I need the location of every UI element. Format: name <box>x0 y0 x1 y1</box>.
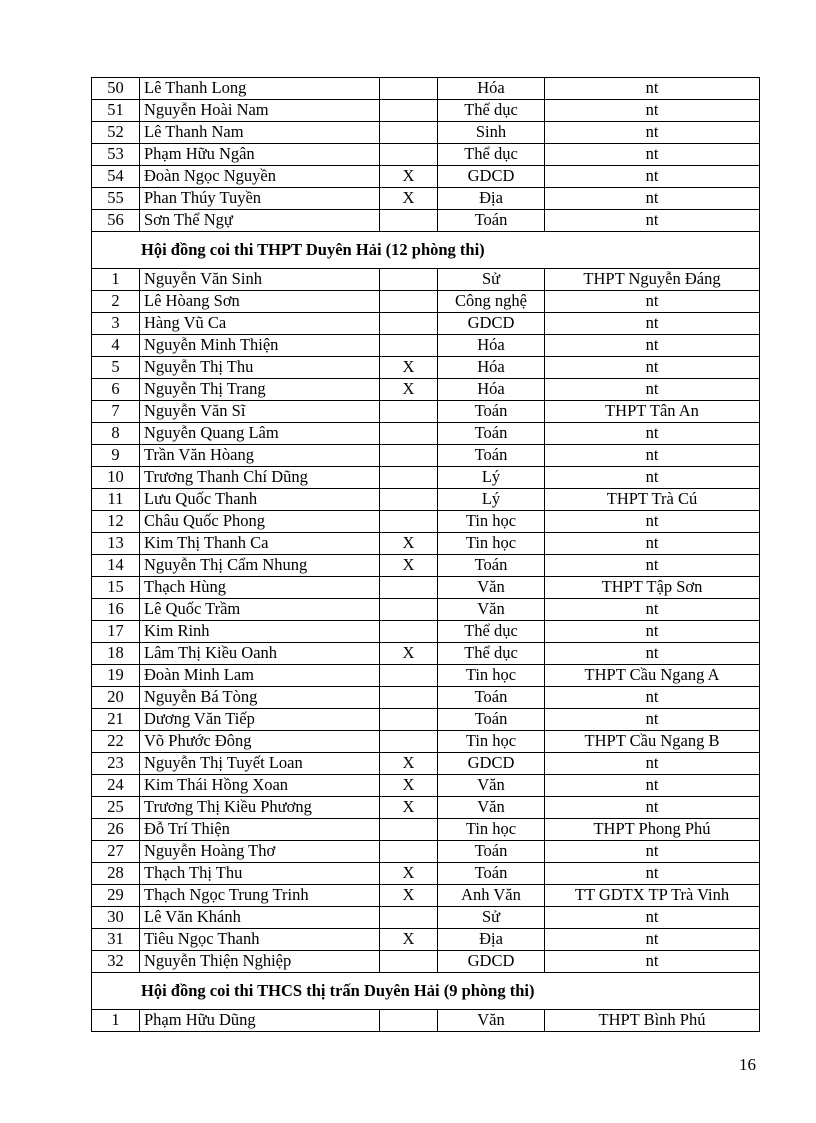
staff-assignment-table <box>91 77 760 1032</box>
row-number-cell: 6 <box>92 379 140 401</box>
mark-cell <box>380 599 438 621</box>
table-row <box>92 951 760 973</box>
subject-cell: Toán <box>438 555 545 577</box>
table-row <box>92 166 760 188</box>
table-row <box>92 313 760 335</box>
table-row <box>92 122 760 144</box>
row-number-cell: 32 <box>92 951 140 973</box>
row-number-cell: 31 <box>92 929 140 951</box>
mark-cell <box>380 467 438 489</box>
row-number-cell: 12 <box>92 511 140 533</box>
school-unit-cell: THPT Trà Cú <box>545 489 760 511</box>
subject-cell: Toán <box>438 841 545 863</box>
table-row <box>92 210 760 232</box>
subject-cell: Hóa <box>438 335 545 357</box>
table-row <box>92 335 760 357</box>
teacher-name-cell: Kim Rinh <box>140 621 380 643</box>
table-row <box>92 819 760 841</box>
teacher-name-cell: Đoàn Minh Lam <box>140 665 380 687</box>
teacher-name-cell: Thạch Hùng <box>140 577 380 599</box>
table-row <box>92 291 760 313</box>
row-number-cell: 9 <box>92 445 140 467</box>
school-unit-cell: THPT Phong Phú <box>545 819 760 841</box>
mark-cell: X <box>380 379 438 401</box>
teacher-name-cell: Dương Văn Tiếp <box>140 709 380 731</box>
teacher-name-cell: Nguyễn Thị Thu <box>140 357 380 379</box>
mark-cell: X <box>380 797 438 819</box>
school-unit-cell: THPT Cầu Ngang B <box>545 731 760 753</box>
school-unit-cell: THPT Nguyễn Đáng <box>545 269 760 291</box>
school-unit-cell: nt <box>545 78 760 100</box>
row-number-cell: 3 <box>92 313 140 335</box>
school-unit-cell: TT GDTX TP Trà Vinh <box>545 885 760 907</box>
subject-cell: GDCD <box>438 753 545 775</box>
subject-cell: Thể dục <box>438 621 545 643</box>
table-row <box>92 621 760 643</box>
mark-cell <box>380 100 438 122</box>
mark-cell: X <box>380 555 438 577</box>
subject-cell: Toán <box>438 210 545 232</box>
school-unit-cell: nt <box>545 533 760 555</box>
mark-cell <box>380 951 438 973</box>
row-number-cell: 11 <box>92 489 140 511</box>
table-row <box>92 643 760 665</box>
school-unit-cell: nt <box>545 144 760 166</box>
row-number-cell: 22 <box>92 731 140 753</box>
school-unit-cell: nt <box>545 841 760 863</box>
row-number-cell: 20 <box>92 687 140 709</box>
table-row <box>92 797 760 819</box>
mark-cell <box>380 511 438 533</box>
mark-cell <box>380 1010 438 1032</box>
teacher-name-cell: Lê Hòang Sơn <box>140 291 380 313</box>
school-unit-cell: nt <box>545 797 760 819</box>
subject-cell: Toán <box>438 709 545 731</box>
mark-cell <box>380 78 438 100</box>
subject-cell: Địa <box>438 929 545 951</box>
table-row <box>92 863 760 885</box>
school-unit-cell: THPT Bình Phú <box>545 1010 760 1032</box>
table-row <box>92 423 760 445</box>
teacher-name-cell: Châu Quốc Phong <box>140 511 380 533</box>
school-unit-cell: nt <box>545 643 760 665</box>
subject-cell: Toán <box>438 445 545 467</box>
row-number-cell: 15 <box>92 577 140 599</box>
row-number-cell: 29 <box>92 885 140 907</box>
teacher-name-cell: Kim Thị Thanh Ca <box>140 533 380 555</box>
school-unit-cell: nt <box>545 709 760 731</box>
mark-cell: X <box>380 188 438 210</box>
subject-cell: Tin học <box>438 665 545 687</box>
table-row <box>92 753 760 775</box>
teacher-name-cell: Tiêu Ngọc Thanh <box>140 929 380 951</box>
mark-cell <box>380 291 438 313</box>
row-number-cell: 10 <box>92 467 140 489</box>
table-row <box>92 709 760 731</box>
row-number-cell: 18 <box>92 643 140 665</box>
table-row <box>92 467 760 489</box>
school-unit-cell: nt <box>545 907 760 929</box>
table-row <box>92 1010 760 1032</box>
subject-cell: Sinh <box>438 122 545 144</box>
teacher-name-cell: Phạm Hữu Dũng <box>140 1010 380 1032</box>
table-row <box>92 269 760 291</box>
mark-cell <box>380 731 438 753</box>
section-heading-row <box>92 973 760 1010</box>
mark-cell <box>380 269 438 291</box>
mark-cell <box>380 401 438 423</box>
table-row <box>92 379 760 401</box>
school-unit-cell: nt <box>545 687 760 709</box>
teacher-name-cell: Thạch Ngọc Trung Trinh <box>140 885 380 907</box>
mark-cell: X <box>380 929 438 951</box>
subject-cell: GDCD <box>438 166 545 188</box>
teacher-name-cell: Lâm Thị Kiều Oanh <box>140 643 380 665</box>
subject-cell: Tin học <box>438 533 545 555</box>
school-unit-cell: nt <box>545 621 760 643</box>
teacher-name-cell: Nguyễn Minh Thiện <box>140 335 380 357</box>
table-row <box>92 100 760 122</box>
subject-cell: Tin học <box>438 731 545 753</box>
mark-cell <box>380 841 438 863</box>
mark-cell <box>380 122 438 144</box>
teacher-name-cell: Nguyễn Thị Trang <box>140 379 380 401</box>
row-number-cell: 50 <box>92 78 140 100</box>
subject-cell: Hóa <box>438 357 545 379</box>
school-unit-cell: nt <box>545 555 760 577</box>
mark-cell <box>380 313 438 335</box>
subject-cell: Thể dục <box>438 144 545 166</box>
teacher-name-cell: Lưu Quốc Thanh <box>140 489 380 511</box>
teacher-name-cell: Nguyễn Văn Sinh <box>140 269 380 291</box>
table-row <box>92 401 760 423</box>
teacher-name-cell: Trần Văn Hòang <box>140 445 380 467</box>
table-row <box>92 775 760 797</box>
table-row <box>92 78 760 100</box>
subject-cell: Anh Văn <box>438 885 545 907</box>
section-heading: Hội đồng coi thi THCS thị trấn Duyên Hải (9 phòng thi) <box>92 973 760 1010</box>
mark-cell <box>380 819 438 841</box>
row-number-cell: 1 <box>92 269 140 291</box>
teacher-name-cell: Hàng Vũ Ca <box>140 313 380 335</box>
row-number-cell: 23 <box>92 753 140 775</box>
row-number-cell: 55 <box>92 188 140 210</box>
teacher-name-cell: Nguyễn Thị Cẩm Nhung <box>140 555 380 577</box>
section-heading-row <box>92 232 760 269</box>
teacher-name-cell: Nguyễn Bá Tòng <box>140 687 380 709</box>
table-body <box>92 78 760 1032</box>
subject-cell: Tin học <box>438 819 545 841</box>
mark-cell: X <box>380 775 438 797</box>
school-unit-cell: nt <box>545 188 760 210</box>
school-unit-cell: nt <box>545 357 760 379</box>
table-row <box>92 665 760 687</box>
teacher-name-cell: Lê Văn Khánh <box>140 907 380 929</box>
subject-cell: Văn <box>438 797 545 819</box>
subject-cell: Văn <box>438 1010 545 1032</box>
mark-cell <box>380 423 438 445</box>
row-number-cell: 51 <box>92 100 140 122</box>
subject-cell: Sử <box>438 907 545 929</box>
mark-cell: X <box>380 357 438 379</box>
row-number-cell: 54 <box>92 166 140 188</box>
table-row <box>92 841 760 863</box>
subject-cell: Thể dục <box>438 100 545 122</box>
row-number-cell: 7 <box>92 401 140 423</box>
school-unit-cell: THPT Cầu Ngang A <box>545 665 760 687</box>
row-number-cell: 26 <box>92 819 140 841</box>
teacher-name-cell: Phan Thúy Tuyền <box>140 188 380 210</box>
table-row <box>92 929 760 951</box>
table-row <box>92 555 760 577</box>
mark-cell <box>380 445 438 467</box>
table-row <box>92 445 760 467</box>
subject-cell: Địa <box>438 188 545 210</box>
teacher-name-cell: Nguyễn Hoàng Thơ <box>140 841 380 863</box>
row-number-cell: 5 <box>92 357 140 379</box>
mark-cell: X <box>380 166 438 188</box>
subject-cell: Hóa <box>438 78 545 100</box>
school-unit-cell: nt <box>545 951 760 973</box>
mark-cell: X <box>380 533 438 555</box>
mark-cell <box>380 621 438 643</box>
teacher-name-cell: Nguyễn Thiện Nghiệp <box>140 951 380 973</box>
mark-cell <box>380 687 438 709</box>
subject-cell: Sử <box>438 269 545 291</box>
teacher-name-cell: Đoàn Ngọc Nguyền <box>140 166 380 188</box>
mark-cell <box>380 709 438 731</box>
row-number-cell: 56 <box>92 210 140 232</box>
school-unit-cell: nt <box>545 511 760 533</box>
table-row <box>92 731 760 753</box>
teacher-name-cell: Sơn Thể Ngự <box>140 210 380 232</box>
subject-cell: Tin học <box>438 511 545 533</box>
teacher-name-cell: Thạch Thị Thu <box>140 863 380 885</box>
row-number-cell: 30 <box>92 907 140 929</box>
teacher-name-cell: Phạm Hữu Ngân <box>140 144 380 166</box>
row-number-cell: 16 <box>92 599 140 621</box>
school-unit-cell: nt <box>545 379 760 401</box>
row-number-cell: 8 <box>92 423 140 445</box>
school-unit-cell: THPT Tân An <box>545 401 760 423</box>
mark-cell <box>380 665 438 687</box>
school-unit-cell: nt <box>545 100 760 122</box>
mark-cell: X <box>380 863 438 885</box>
school-unit-cell: nt <box>545 467 760 489</box>
subject-cell: GDCD <box>438 313 545 335</box>
subject-cell: Thể dục <box>438 643 545 665</box>
school-unit-cell: nt <box>545 753 760 775</box>
subject-cell: Văn <box>438 577 545 599</box>
school-unit-cell: nt <box>545 210 760 232</box>
school-unit-cell: nt <box>545 291 760 313</box>
teacher-name-cell: Nguyễn Hoài Nam <box>140 100 380 122</box>
section-heading: Hội đồng coi thi THPT Duyên Hải (12 phòng thi) <box>92 232 760 269</box>
table-row <box>92 357 760 379</box>
school-unit-cell: nt <box>545 929 760 951</box>
table-row <box>92 533 760 555</box>
teacher-name-cell: Lê Thanh Long <box>140 78 380 100</box>
teacher-name-cell: Lê Thanh Nam <box>140 122 380 144</box>
row-number-cell: 28 <box>92 863 140 885</box>
row-number-cell: 17 <box>92 621 140 643</box>
mark-cell: X <box>380 885 438 907</box>
mark-cell <box>380 489 438 511</box>
row-number-cell: 1 <box>92 1010 140 1032</box>
row-number-cell: 53 <box>92 144 140 166</box>
page-number: 16 <box>739 1055 756 1074</box>
subject-cell: GDCD <box>438 951 545 973</box>
teacher-name-cell: Võ Phước Đông <box>140 731 380 753</box>
school-unit-cell: THPT Tập Sơn <box>545 577 760 599</box>
teacher-name-cell: Kim Thái Hồng Xoan <box>140 775 380 797</box>
subject-cell: Toán <box>438 863 545 885</box>
table-row <box>92 144 760 166</box>
subject-cell: Lý <box>438 467 545 489</box>
row-number-cell: 14 <box>92 555 140 577</box>
table-row <box>92 687 760 709</box>
subject-cell: Hóa <box>438 379 545 401</box>
teacher-name-cell: Trương Thị Kiều Phương <box>140 797 380 819</box>
mark-cell <box>380 144 438 166</box>
school-unit-cell: nt <box>545 423 760 445</box>
mark-cell <box>380 210 438 232</box>
teacher-name-cell: Nguyễn Thị Tuyết Loan <box>140 753 380 775</box>
table-row <box>92 907 760 929</box>
school-unit-cell: nt <box>545 863 760 885</box>
subject-cell: Công nghệ <box>438 291 545 313</box>
school-unit-cell: nt <box>545 445 760 467</box>
table-row <box>92 489 760 511</box>
subject-cell: Toán <box>438 401 545 423</box>
school-unit-cell: nt <box>545 166 760 188</box>
mark-cell: X <box>380 643 438 665</box>
mark-cell: X <box>380 753 438 775</box>
row-number-cell: 4 <box>92 335 140 357</box>
row-number-cell: 24 <box>92 775 140 797</box>
school-unit-cell: nt <box>545 335 760 357</box>
teacher-name-cell: Nguyễn Văn Sĩ <box>140 401 380 423</box>
teacher-name-cell: Trương Thanh Chí Dũng <box>140 467 380 489</box>
school-unit-cell: nt <box>545 599 760 621</box>
school-unit-cell: nt <box>545 313 760 335</box>
teacher-name-cell: Lê Quốc Trầm <box>140 599 380 621</box>
mark-cell <box>380 577 438 599</box>
row-number-cell: 25 <box>92 797 140 819</box>
school-unit-cell: nt <box>545 122 760 144</box>
table-row <box>92 511 760 533</box>
mark-cell <box>380 335 438 357</box>
school-unit-cell: nt <box>545 775 760 797</box>
row-number-cell: 2 <box>92 291 140 313</box>
subject-cell: Toán <box>438 423 545 445</box>
row-number-cell: 52 <box>92 122 140 144</box>
teacher-name-cell: Nguyễn Quang Lâm <box>140 423 380 445</box>
subject-cell: Toán <box>438 687 545 709</box>
row-number-cell: 13 <box>92 533 140 555</box>
subject-cell: Lý <box>438 489 545 511</box>
table-row <box>92 188 760 210</box>
teacher-name-cell: Đỗ Trí Thiện <box>140 819 380 841</box>
table-row <box>92 577 760 599</box>
mark-cell <box>380 907 438 929</box>
subject-cell: Văn <box>438 599 545 621</box>
row-number-cell: 19 <box>92 665 140 687</box>
table-row <box>92 599 760 621</box>
row-number-cell: 21 <box>92 709 140 731</box>
subject-cell: Văn <box>438 775 545 797</box>
table-row <box>92 885 760 907</box>
row-number-cell: 27 <box>92 841 140 863</box>
